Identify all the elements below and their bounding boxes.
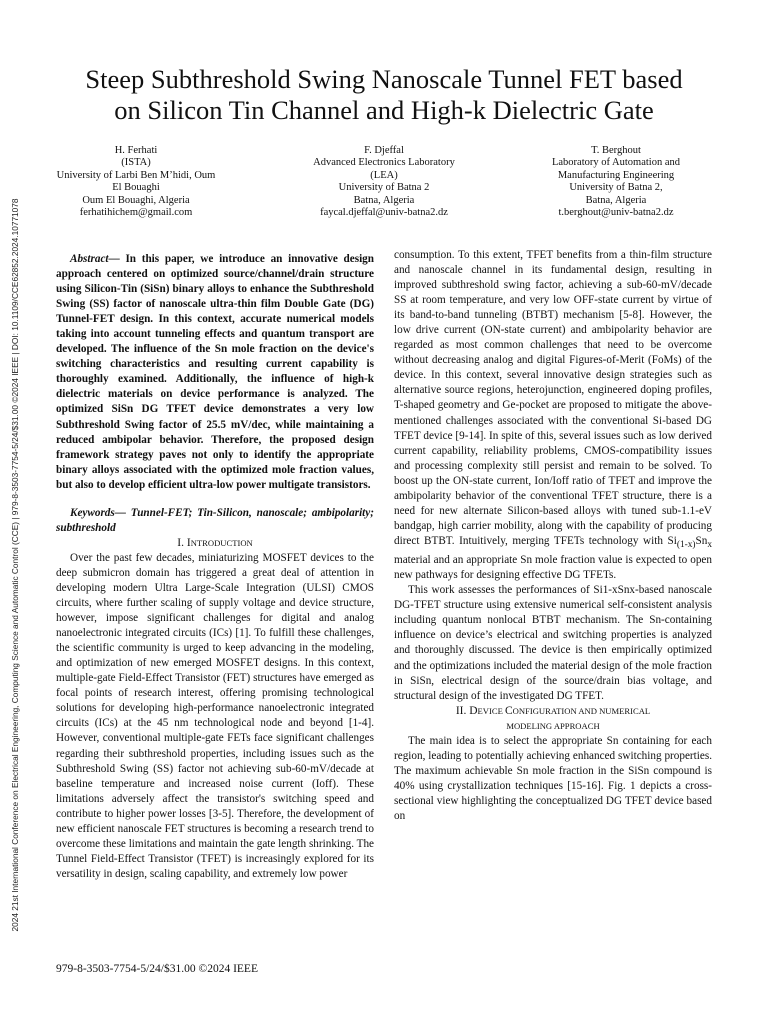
intro-paragraph-continued [394,248,712,583]
section-2-line-2: MODELING APPROACH [506,720,600,731]
keywords: Keywords— Tunnel-FET; Tin-Silicon, nanoscale; ambipolarity; subthreshold [56,506,374,534]
copyright-footer: 979-8-3503-7754-5/24/$31.00 ©2024 IEEE [56,963,258,975]
sidebar-citation-text: 2024 21st International Conference on Electrical Engineering, Computing Science and Automatic Control (CCE) | 979-8-3503-7754-5/24/$31.00 ©2024 IEEE | DOI: 10.1109/CCE62852.2024.10771078 [10,198,20,932]
abstract [56,252,374,493]
device-paragraph: The main idea is to select the appropriate Sn containing for each region, leading to potentially achieving enhanced switching properties. The maximum achievable Sn mole fraction in the SiSn compound is 40% using crystallization techniques [15-16]. Fig. 1 depicts a cross-sectional view highlighting the conceptualized DG TFET device based on [394,734,712,822]
author-3-location: Batna, Algeria [585,194,647,206]
right-column [394,248,712,824]
author-2-name: F. Djeffal [364,145,404,156]
author-1-name: H. Ferhati [114,145,158,156]
sisn-subscript-2: x [707,540,712,551]
ieee-sidebar-citation [8,150,22,980]
paper-title [40,64,728,126]
section-heading-modeling-approach [394,719,712,734]
section-1-first-letter: I [186,536,191,549]
author-2-affiliation-3: University of Batna 2 [338,182,430,194]
section-2-number: II. [455,704,467,717]
author-2-email[interactable]: faycal.djeffal@univ-batna2.dz [320,207,448,219]
author-1-affiliation-1: (ISTA) [121,157,151,169]
left-column [56,252,374,882]
title-line-1: Steep Subthreshold Swing Nanoscale Tunnel FET based [85,64,683,94]
author-1-email[interactable]: ferhatihichem@gmail.com [79,207,193,219]
sisn-subscript-1: (1-x) [676,540,696,551]
intro-continued-tail: material and an appropriate Sn mole fraction value is expected to open new pathways for designing effective DG TFETs. [394,554,712,582]
author-block-3 [516,145,716,219]
title-line-2: on Silicon Tin Channel and High-k Dielectric Gate [114,95,654,125]
abstract-lead: Abstract [70,253,109,265]
author-2-affiliation-1: Advanced Electronics Laboratory [313,157,455,169]
section-2-evice: EVICE [477,705,505,716]
section-2-d: D [469,704,478,717]
author-3-affiliation-3: University of Batna 2, [569,182,663,194]
author-1-affiliation-3: El Bouaghi [112,182,160,194]
author-3-email[interactable]: t.berghout@univ-batna2.dz [558,207,674,219]
author-2-affiliation-2: (LEA) [370,169,398,181]
author-3-name: T. Berghout [591,145,641,156]
author-block-1 [36,145,236,219]
author-3-affiliation-1: Laboratory of Automation and [551,157,680,169]
section-heading-introduction [56,536,374,551]
section-heading-device-configuration [394,704,712,719]
author-2-location: Batna, Algeria [353,194,415,206]
sisn-sn: Sn [695,534,708,547]
intro-continued-text: consumption. To this extent, TFET benefits from a thin-film structure and nanoscale channel in its fundamental design, resulting in improved subthreshold swing factor, achieving a sub-60-mV/decade SS at room temperature, and very low OFF-state current by virtue of its band-to-band tunneling (BTBT) mechanism [5-8]. However, the low drive current (ON-state current) and ambipolarity behavior are regarded as most common challenges that need to be overcome without decreasing analog and digital Figures-of-Merit (FoMs) of the device. In this context, several innovative design strategies such as alternative source regions, heterojunction, engineered doping profiles, T-shaped geometry and Ge-pocket are proposed to mitigate the above-mentioned challenges associated with the conventional Si-based DG TFET device [9-14]. In spite of this, several issues such as low derived current capability, reliability problems, CMOS-compatibility issues and processing complexity still persist and remain to be solved. To boost up the ON-state current, Ion/Ioff ratio of TFET and improve the ambipolarity behavior of the conventional TFET structure, there is a need for new alternate Silicon-based alloys with tuned sub-1.1-eV bandgap, high carrier mobility, along with the capability of producing direct BTBT. Intuitively, merging TFETs technology with Si [394,249,712,547]
author-block-2 [284,145,484,219]
author-1-affiliation-2: University of Larbi Ben M’hidi, Oum [56,169,216,181]
section-1-number: I. [177,536,184,549]
section-1-rest: NTRODUCTION [190,537,253,548]
abstract-text: — In this paper, we introduce an innovative design approach centered on optimized source/channel/drain structure using Silicon-Tin (SiSn) binary alloys to enhance the Subthreshold Swing (SS) factor of nanoscale ultra-thin film Double Gate (DG) Tunnel-FET design. In this context, accurate numerical models taking into account tunneling effects and quantum transport are developed. The influence of the Sn mole fraction on the device's switching characteristics and resulting current capability is thoroughly examined. Additionally, the influence of high-k dielectric materials on device performance is analyzed. The optimized SiSn DG TFET device demonstrates a very low Subthreshold Swing factor of 25.5 mV/dec, while maintaining a reduced ambipolar behavior. Therefore, the proposed design framework strategy paves not only to identify the appropriate binary alloys associated with the optimized mole fraction values, but also to develop efficient ultra-low power multigate transistors. [56,253,374,491]
author-3-affiliation-2: Manufacturing Engineering [557,169,675,181]
section-2-onfiguration: ONFIGURATION AND NUMERICAL [512,705,651,716]
author-1-location: Oum El Bouaghi, Algeria [82,194,190,206]
section-2-c: C [505,704,513,717]
work-summary-paragraph: This work assesses the performances of Si1-xSnx-based nanoscale DG-TFET structure using extensive numerical self-consistent analysis including quantum nonlocal BTBT mechanism. The Sn-containing influence on device’s electrical and switching properties is analyzed and thoroughly discussed. The device is then empirically optimized and the optimizations included the material design of the mole fraction in SiSn, electrical design of the source/drain bias voltage, and structural design of the investigated DG TFET. [394,584,712,702]
intro-paragraph: Over the past few decades, miniaturizing MOSFET devices to the deep submicron domain has triggered a great deal of attention in developing modern Ultra Large-Scale Integration (ULSI) CMOS circuits, where further scaling of supply voltage and device structure, however, impose significant challenges for digital and analog nanoelectronic integrated circuits (ICs) [1]. To fulfill these challenges, the scientific community is urged to keep advancing in the modeling, and optimization of new emerged MOSFET designs. In this context, multiple-gate Field-Effect Transistor (FET) structures have emerged as focal points of research interest, offering promising technological solutions for developing high-performance nanoelectronic integrated circuits (ICs) at the 45 nm technological node and beyond [1-4]. However, conventional multiple-gate FETs face significant challenges regarding their subthreshold properties, including issues such as the Subthreshold Swing (SS) factor not achieving sub-60-mV/decade at baseline temperature and increased noise current (Ioff). These limitations adversely affect the transistor's switching speed and contribute to higher power losses [3-5]. Therefore, the development of new efficient nanoscale FET structures is becoming a research trend to overcome these limitations and maintain the gate length shrinking. The Tunnel Field-Effect Transistor (TFET) is increasingly explored for its versatility in design, scaling capability, and extremely low power [56,551,374,880]
